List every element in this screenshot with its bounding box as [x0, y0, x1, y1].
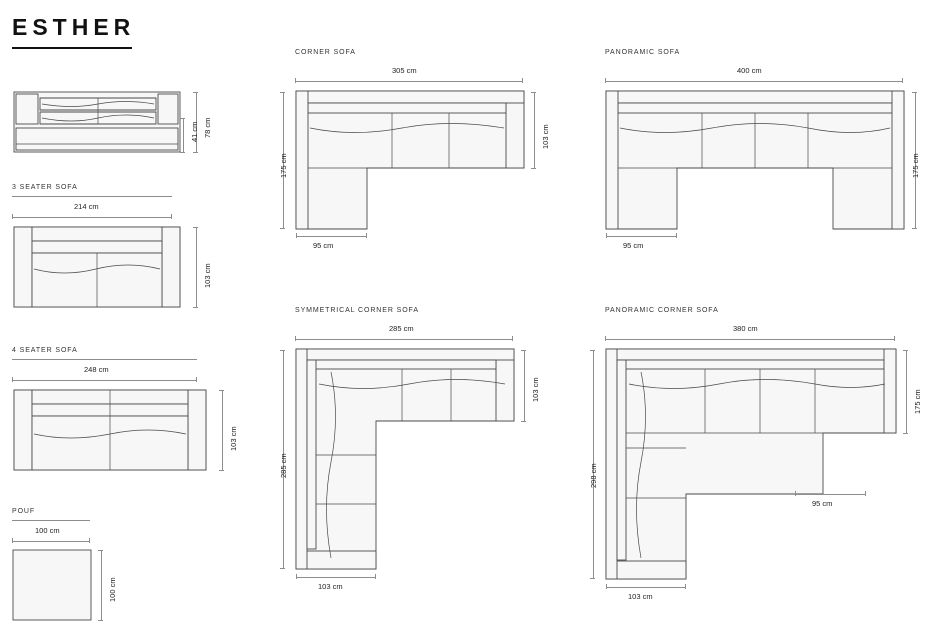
dim-4seater-depth: 103 cm	[229, 426, 238, 451]
dim-2seater-height-seat: 41 cm	[190, 121, 199, 142]
title-pouf: POUF	[12, 508, 36, 515]
dim-panoramic-depth-right: 175 cm	[911, 153, 920, 178]
tick	[685, 584, 686, 589]
tick	[606, 233, 607, 238]
tick	[180, 152, 185, 153]
dimline-symm-width	[295, 339, 513, 340]
rule-4-seater	[12, 359, 197, 360]
dimline-4seater-depth	[222, 390, 223, 470]
dim-panocorner-depth-right: 175 cm	[913, 389, 922, 414]
tick	[605, 78, 606, 83]
tick	[12, 377, 13, 382]
tick	[280, 350, 285, 351]
dim-corner-chaise-width: 95 cm	[313, 241, 334, 250]
sofa-4-seater-plan-drawing	[12, 388, 210, 472]
tick	[12, 538, 13, 543]
title-panoramic-sofa: PANORAMIC SOFA	[605, 49, 681, 56]
tick	[512, 336, 513, 341]
corner-sofa-plan-drawing	[295, 90, 525, 230]
tick	[295, 336, 296, 341]
tick	[912, 92, 917, 93]
panoramic-corner-sofa-plan-drawing	[605, 348, 897, 580]
dimline-pouf-depth	[101, 550, 102, 620]
tick	[89, 538, 90, 543]
dim-2seater-height-total: 78 cm	[203, 117, 212, 138]
dim-4seater-width: 248 cm	[84, 365, 109, 374]
dimline-panoramic-chaise-width	[606, 236, 677, 237]
dim-panocorner-width: 380 cm	[733, 324, 758, 333]
dimline-panocorner-arm-width	[606, 587, 686, 588]
tick	[521, 350, 526, 351]
tick	[193, 227, 198, 228]
dimline-symm-depth-right	[524, 350, 525, 421]
tick	[280, 228, 285, 229]
dim-corner-depth-left: 175 cm	[279, 153, 288, 178]
dim-corner-width: 305 cm	[392, 66, 417, 75]
tick	[219, 470, 224, 471]
title-4-seater-sofa: 4 SEATER SOFA	[12, 347, 78, 354]
dimline-panocorner-depth-right	[906, 350, 907, 433]
tick	[606, 584, 607, 589]
rule-pouf	[12, 520, 90, 521]
tick	[98, 620, 103, 621]
dimline-panocorner-width	[605, 339, 895, 340]
tick	[590, 350, 595, 351]
tick	[531, 92, 536, 93]
tick	[280, 568, 285, 569]
dimline-4seater-width	[12, 380, 197, 381]
dimline-3seater-depth	[196, 227, 197, 307]
tick	[193, 92, 198, 93]
dimline-panocorner-chaise-width	[795, 494, 866, 495]
sofa-side-elevation-drawing	[12, 88, 184, 156]
tick	[531, 168, 536, 169]
tick	[280, 92, 285, 93]
title-corner-sofa: CORNER SOFA	[295, 49, 356, 56]
dimline-corner-width	[295, 81, 523, 82]
tick	[521, 421, 526, 422]
dim-corner-depth-right: 103 cm	[541, 124, 550, 149]
dim-3seater-width: 214 cm	[74, 202, 99, 211]
dim-3seater-depth: 103 cm	[203, 263, 212, 288]
tick	[865, 491, 866, 496]
rule-3-seater	[12, 196, 172, 197]
tick	[522, 78, 523, 83]
dim-panocorner-chaise-width: 95 cm	[812, 499, 833, 508]
dimline-3seater-width	[12, 217, 172, 218]
tick	[180, 118, 185, 119]
tick	[296, 574, 297, 579]
title-symmetrical-corner-sofa: SYMMETRICAL CORNER SOFA	[295, 307, 419, 314]
tick	[676, 233, 677, 238]
tick	[912, 228, 917, 229]
tick	[902, 78, 903, 83]
tick	[795, 491, 796, 496]
tick	[903, 433, 908, 434]
dim-symm-depth-left: 285 cm	[279, 453, 288, 478]
tick	[296, 233, 297, 238]
title-panoramic-corner-sofa: PANORAMIC CORNER SOFA	[605, 307, 719, 314]
dimline-corner-chaise-width	[296, 236, 367, 237]
tick	[98, 550, 103, 551]
dim-symm-width: 285 cm	[389, 324, 414, 333]
tick	[894, 336, 895, 341]
tick	[12, 214, 13, 219]
tick	[171, 214, 172, 219]
dimline-symm-arm-width	[296, 577, 376, 578]
dimline-corner-depth-right	[534, 92, 535, 168]
tick	[375, 574, 376, 579]
brand-title: ESTHER	[12, 14, 136, 40]
tick	[193, 307, 198, 308]
dim-panoramic-chaise-width: 95 cm	[623, 241, 644, 250]
tick	[903, 350, 908, 351]
tick	[366, 233, 367, 238]
tick	[295, 78, 296, 83]
tick	[196, 377, 197, 382]
dim-panocorner-depth-left: 298 cm	[589, 463, 598, 488]
tick	[590, 578, 595, 579]
dim-panocorner-arm-width: 103 cm	[628, 592, 653, 601]
dim-symm-depth-right: 103 cm	[531, 377, 540, 402]
tick	[605, 336, 606, 341]
dimline-2seater-height-seat	[183, 118, 184, 152]
dim-panoramic-width: 400 cm	[737, 66, 762, 75]
dimline-pouf-width	[12, 541, 90, 542]
dim-symm-arm-width: 103 cm	[318, 582, 343, 591]
dimline-panoramic-width	[605, 81, 903, 82]
sofa-3-seater-plan-drawing	[12, 225, 184, 309]
panoramic-sofa-plan-drawing	[605, 90, 905, 230]
tick	[219, 390, 224, 391]
pouf-plan-drawing	[12, 549, 92, 621]
symmetrical-corner-sofa-plan-drawing	[295, 348, 515, 570]
dim-pouf-width: 100 cm	[35, 526, 60, 535]
brand-underline	[12, 47, 132, 49]
title-3-seater-sofa: 3 SEATER SOFA	[12, 184, 78, 191]
dim-pouf-depth: 100 cm	[108, 577, 117, 602]
tick	[193, 152, 198, 153]
